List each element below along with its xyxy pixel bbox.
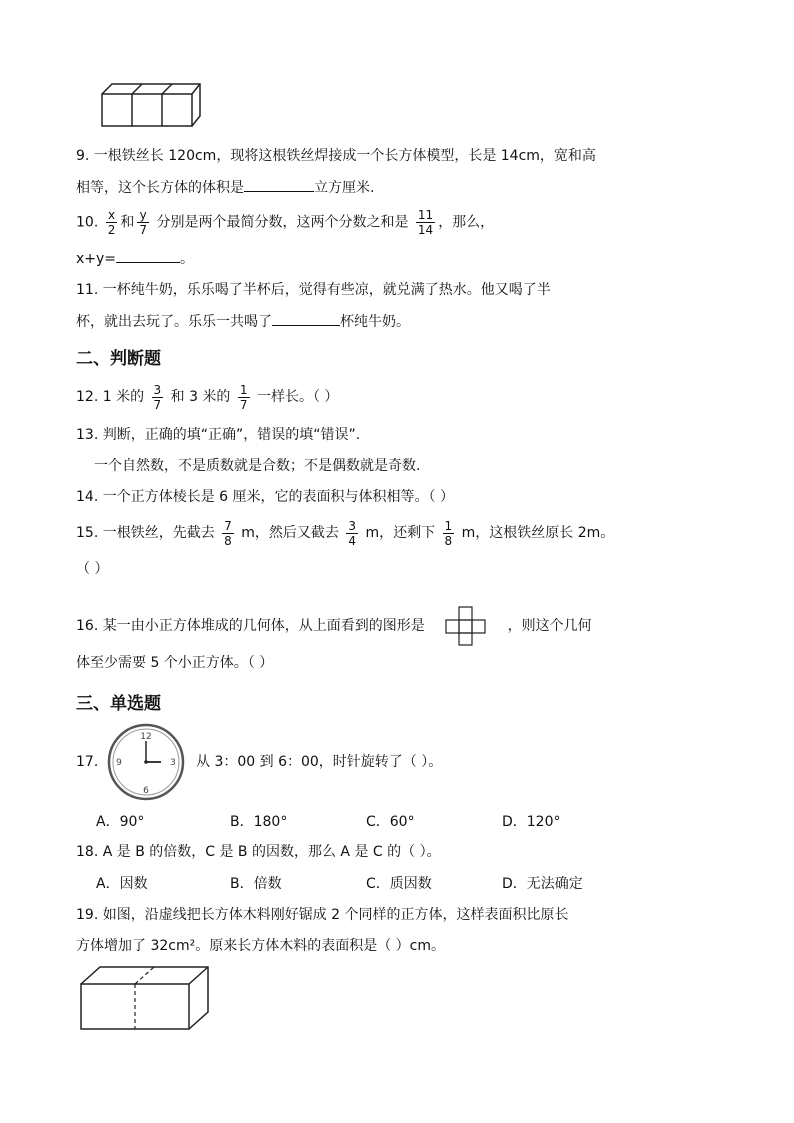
question-19-line1: 19. 如图，沿虚线把长方体木料刚好锯成 2 个同样的正方体，这样表面积比原长 bbox=[76, 907, 569, 923]
option-c[interactable]: C．60° bbox=[366, 814, 415, 830]
question-17-text: 从 3：00 到 6：00，时针旋转了（ ）。 bbox=[196, 754, 443, 770]
option-b[interactable]: B．倍数 bbox=[230, 876, 282, 892]
clock-label-3: 3 bbox=[170, 758, 176, 768]
question-10-end: ，那么， bbox=[438, 214, 495, 231]
question-10-text: 分别是两个最简分数，这两个分数之和是 bbox=[156, 214, 409, 231]
section-heading-single-choice: 三、单选题 bbox=[76, 694, 161, 714]
option-b[interactable]: B．180° bbox=[230, 814, 288, 830]
option-a[interactable]: A．90° bbox=[96, 814, 145, 830]
question-11-text: 杯，就出去玩了。乐乐一共喝了 bbox=[76, 314, 272, 330]
clock-label-12: 12 bbox=[140, 732, 152, 742]
question-10-conj: 和 bbox=[120, 214, 135, 231]
fraction-1-over-7: $\frac{1}{7}$ bbox=[239, 382, 248, 412]
three-cubes-figure bbox=[100, 82, 204, 128]
question-9-unit: 立方厘米. bbox=[314, 180, 375, 196]
question-10-expr: x+y= bbox=[76, 251, 117, 267]
clock-label-9: 9 bbox=[116, 758, 122, 768]
option-d[interactable]: D．120° bbox=[502, 814, 561, 830]
question-19-line2: 方体增加了 32cm²。原来长方体木料的表面积是（ ）cm。 bbox=[76, 938, 445, 954]
question-18: 18. A 是 B 的倍数，C 是 B 的因数，那么 A 是 C 的（ ）。 bbox=[76, 844, 441, 860]
question-15-line1: 15. 一根铁丝，先截去 $\frac{7}{8}$ m，然后又截去 $\frac{3}{4}$ m，还剩下 $\frac{1}{8}$ m，这根铁丝原长 2m。 bbox=[76, 518, 615, 548]
cuboid-figure bbox=[78, 964, 212, 1032]
section-heading-judgement: 二、判断题 bbox=[76, 349, 161, 369]
top-view-cross-figure bbox=[443, 606, 489, 646]
answer-blank[interactable] bbox=[116, 248, 180, 263]
option-a[interactable]: A．因数 bbox=[96, 876, 148, 892]
answer-blank[interactable] bbox=[272, 311, 340, 326]
fraction-3-over-7: $\frac{3}{7}$ bbox=[153, 382, 162, 412]
question-9-line2 bbox=[76, 177, 374, 198]
question-10-line2: x+y= 。 bbox=[76, 248, 194, 269]
clock-label-6: 6 bbox=[143, 786, 149, 796]
question-12: 12. 1 米的 $\frac{3}{7}$ 和 3 米的 $\frac{1}{7}$ 一样长。（ ） bbox=[76, 382, 339, 412]
fraction-y-over-7: $\frac{y}{7}$ bbox=[139, 208, 147, 237]
question-17-label: 17. bbox=[76, 754, 99, 770]
question-15-line2: （ ） bbox=[76, 561, 109, 577]
question-13-line2: 一个自然数，不是质数就是合数；不是偶数就是奇数. bbox=[94, 458, 421, 474]
option-d[interactable]: D．无法确定 bbox=[502, 876, 583, 892]
question-10-line1 bbox=[76, 208, 494, 237]
question-14: 14. 一个正方体棱长是 6 厘米，它的表面积与体积相等。（ ） bbox=[76, 489, 454, 505]
question-13-line1: 13. 判断，正确的填“正确”，错误的填“错误”. bbox=[76, 427, 361, 443]
question-16-line2: 体至少需要 5 个小正方体。（ ） bbox=[76, 655, 274, 671]
fraction-x-over-2: $\frac{x}{2}$ bbox=[107, 208, 116, 237]
question-11-line2: 杯，就出去玩了。乐乐一共喝了 杯纯牛奶。 bbox=[76, 311, 410, 332]
answer-blank[interactable] bbox=[244, 177, 314, 192]
question-9-text: 相等，这个长方体的体积是 bbox=[76, 180, 244, 196]
question-11-line1: 11. 一杯纯牛奶，乐乐喝了半杯后，觉得有些凉，就兑满了热水。他又喝了半 bbox=[76, 282, 551, 298]
fraction-7-over-8: $\frac{7}{8}$ bbox=[224, 518, 232, 548]
fraction-11-over-14: $\frac{11}{14}$ bbox=[417, 208, 434, 237]
question-16-line1: 16. 某一由小正方体堆成的几何体，从上面看到的图形是 ，则这个几何 bbox=[76, 606, 592, 646]
option-c[interactable]: C．质因数 bbox=[366, 876, 432, 892]
question-10-label: 10. bbox=[76, 214, 99, 231]
clock-icon bbox=[106, 722, 186, 802]
question-9-line1: 9. 一根铁丝长 120cm，现将这根铁丝焊接成一个长方体模型，长是 14cm，宽和高 bbox=[76, 148, 596, 164]
fraction-1-over-8: $\frac{1}{8}$ bbox=[444, 518, 453, 548]
fraction-3-over-4: $\frac{3}{4}$ bbox=[348, 518, 356, 548]
